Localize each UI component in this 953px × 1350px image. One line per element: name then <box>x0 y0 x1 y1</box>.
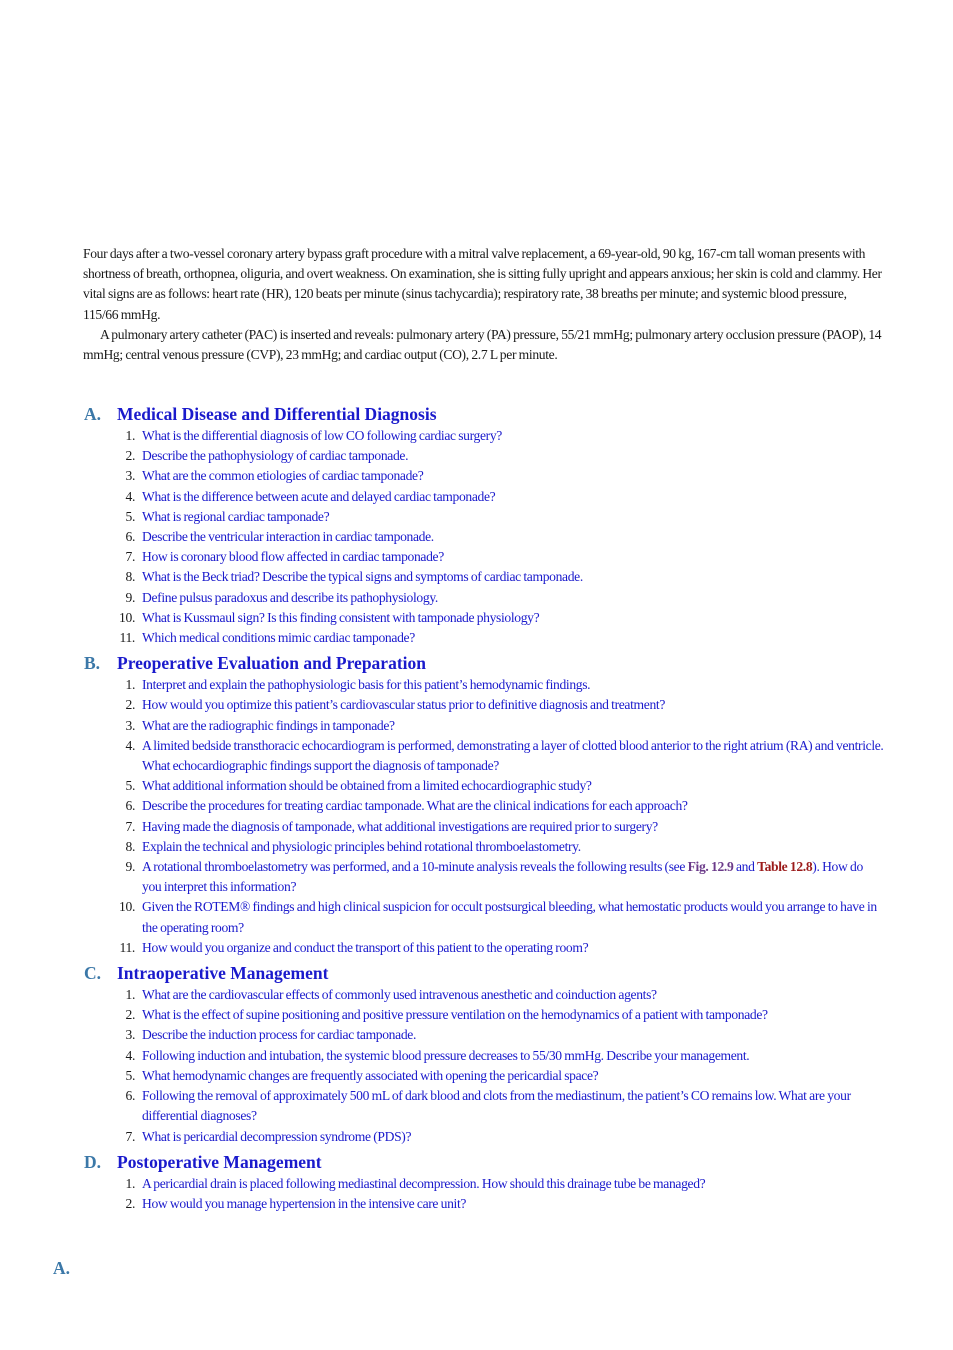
question-number: 6. <box>125 1088 135 1104</box>
question-number: 5. <box>125 1067 135 1083</box>
question-text: What are the cardiovascular effects of commonly used intravenous anesthetic and coinduction agents? <box>142 987 657 1003</box>
question-number: 9. <box>125 589 135 605</box>
question-text: Which medical conditions mimic cardiac tamponade? <box>142 630 415 646</box>
section-letter: D. <box>84 1151 102 1172</box>
question-text: What are the radiographic findings in tamponade? <box>142 717 395 733</box>
question-item[interactable] <box>84 1086 884 1126</box>
question-item[interactable] <box>84 1025 884 1045</box>
question-item[interactable] <box>84 675 884 695</box>
question-number: 2. <box>125 697 135 713</box>
question-item[interactable] <box>84 1174 884 1194</box>
question-text: How is coronary blood flow affected in cardiac tamponade? <box>142 549 444 565</box>
question-text: Following the removal of approximately 500 mL of dark blood and clots from the mediastinum, the patient’s CO remains low. What are your differential diagnoses? <box>142 1088 851 1124</box>
question-number: 11. <box>119 630 135 646</box>
question-number: 7. <box>125 1128 135 1144</box>
answers-section-letter: A. <box>53 1258 71 1278</box>
question-item[interactable] <box>84 1127 884 1147</box>
question-item[interactable] <box>84 736 884 776</box>
question-text: What is the effect of supine positioning and positive pressure ventilation on the hemodynamics of a patient with tamponade? <box>142 1007 768 1023</box>
case-description <box>83 244 883 365</box>
question-text: How would you manage hypertension in the intensive care unit? <box>142 1195 467 1211</box>
question-text: Describe the pathophysiology of cardiac tamponade. <box>142 448 409 464</box>
question-number: 1. <box>125 1175 135 1191</box>
section-letter: B. <box>84 653 101 674</box>
question-text: A pericardial drain is placed following mediastinal decompression. How should this drainage tube be managed? <box>142 1175 706 1191</box>
question-number: 1. <box>125 987 135 1003</box>
question-text: What is pericardial decompression syndrome (PDS)? <box>142 1128 412 1144</box>
question-number: 3. <box>125 468 135 484</box>
question-item[interactable] <box>84 567 884 587</box>
question-item[interactable] <box>84 1066 884 1086</box>
question-text: What is regional cardiac tamponade? <box>142 508 330 524</box>
question-text: What is the difference between acute and delayed cardiac tamponade? <box>142 488 496 504</box>
question-item[interactable] <box>84 466 884 486</box>
question-text-mid: and <box>733 859 758 875</box>
question-text: How would you optimize this patient’s cardiovascular status prior to definitive diagnosis and treatment? <box>142 697 666 713</box>
section-title: Postoperative Management <box>117 1151 322 1172</box>
question-number: 3. <box>125 717 135 733</box>
question-item[interactable] <box>84 716 884 736</box>
question-number: 6. <box>125 798 135 814</box>
question-list-c <box>84 985 884 1147</box>
question-number: 3. <box>125 1027 135 1043</box>
question-text: Following induction and intubation, the systemic blood pressure decreases to 55/30 mmHg. Describe your management. <box>142 1047 750 1063</box>
question-item[interactable] <box>84 1046 884 1066</box>
question-number: 2. <box>125 1007 135 1023</box>
question-item[interactable] <box>84 588 884 608</box>
question-number: 10. <box>119 609 135 625</box>
question-text: Describe the induction process for cardiac tamponade. <box>142 1027 416 1043</box>
question-item[interactable] <box>84 985 884 1005</box>
question-number: 7. <box>125 818 135 834</box>
section-letter: A. <box>84 404 102 424</box>
question-text: Define pulsus paradoxus and describe its pathophysiology. <box>142 589 438 605</box>
question-item[interactable] <box>84 837 884 857</box>
case-paragraph-1: Four days after a two-vessel coronary artery bypass graft procedure with a mitral valve replacement, a 69-year-old, 90 kg, 167-cm tall woman presents with shortness of breath, orthopnea, oliguria, and overt weakness. On examination, she is sitting fully upright and appears anxious; her skin is cold and clammy. Her vital signs are as follows: heart rate (HR), 120 beats per minute (sinus tachycardia); respiratory rate, 38 breaths per minute; and systemic blood pressure, 115/66 mmHg. <box>83 246 882 322</box>
question-number: 9. <box>125 859 135 875</box>
question-text: Having made the diagnosis of tamponade, what additional investigations are required prior to surgery? <box>142 818 658 834</box>
question-list-b <box>84 675 884 958</box>
question-text: What is the differential diagnosis of low CO following cardiac surgery? <box>142 428 502 443</box>
question-item[interactable] <box>84 796 884 816</box>
section-heading-d <box>84 1151 884 1174</box>
section-title: Preoperative Evaluation and Preparation <box>117 653 426 674</box>
question-item[interactable] <box>84 776 884 796</box>
section-letter: C. <box>84 963 102 984</box>
question-item[interactable] <box>84 1194 884 1214</box>
question-item[interactable] <box>84 527 884 547</box>
question-text: What is Kussmaul sign? Is this finding consistent with tamponade physiology? <box>142 609 540 625</box>
question-number: 4. <box>125 488 135 504</box>
question-number: 8. <box>125 569 135 585</box>
question-item[interactable] <box>84 857 884 897</box>
question-item[interactable] <box>84 608 884 628</box>
question-item[interactable] <box>84 817 884 837</box>
question-number: 10. <box>119 899 135 915</box>
section-heading-b <box>84 652 884 675</box>
question-number: 2. <box>125 448 135 464</box>
question-number: 7. <box>125 549 135 565</box>
section-title: Intraoperative Management <box>117 963 329 984</box>
question-number: 11. <box>119 939 135 955</box>
question-item[interactable] <box>84 547 884 567</box>
question-item[interactable] <box>84 1005 884 1025</box>
question-number: 2. <box>125 1195 135 1211</box>
question-text: What additional information should be obtained from a limited echocardiographic study? <box>142 778 592 794</box>
question-item[interactable] <box>84 695 884 715</box>
section-heading-a <box>84 403 884 426</box>
question-list-a <box>84 426 884 648</box>
section-heading-c <box>84 962 884 985</box>
question-item[interactable] <box>84 487 884 507</box>
section-title: Medical Disease and Differential Diagnosis <box>117 404 437 424</box>
question-text: How would you organize and conduct the transport of this patient to the operating room? <box>142 939 589 955</box>
question-text: Describe the procedures for treating cardiac tamponade. What are the clinical indications for each approach? <box>142 798 688 814</box>
question-text: Describe the ventricular interaction in cardiac tamponade. <box>142 529 434 545</box>
question-text: A limited bedside transthoracic echocardiogram is performed, demonstrating a layer of clotted blood anterior to the right atrium (RA) and ventricle. What echocardiographic findings support the diagnosis of tamponade? <box>142 737 884 774</box>
question-number: 6. <box>125 529 135 545</box>
question-item[interactable] <box>84 446 884 466</box>
question-item[interactable] <box>84 897 884 937</box>
question-text: What hemodynamic changes are frequently associated with opening the pericardial space? <box>142 1067 599 1083</box>
question-number: 4. <box>125 1047 135 1063</box>
question-text-before: A rotational thromboelastometry was performed, and a 10-minute analysis reveals the following results (see <box>142 859 688 875</box>
question-item[interactable] <box>84 628 884 648</box>
question-item[interactable] <box>84 426 884 446</box>
question-number: 4. <box>125 737 135 753</box>
question-number: 1. <box>125 677 135 693</box>
question-number: 5. <box>125 508 135 524</box>
case-paragraph-2: A pulmonary artery catheter (PAC) is inserted and reveals: pulmonary artery (PA) pressure, 55/21 mmHg; pulmonary artery occlusion pressure (PAOP), 14 mmHg; central venous pressure (CVP), 23 mmHg; and cardiac output (CO), 2.7 L per minute. <box>83 326 882 363</box>
question-number: 1. <box>125 428 135 443</box>
question-text: What are the common etiologies of cardiac tamponade? <box>142 468 424 484</box>
question-number: 8. <box>125 838 135 854</box>
question-text-after: ). How do you interpret this information? <box>142 859 863 895</box>
question-list-d <box>84 1174 884 1214</box>
question-number: 5. <box>125 778 135 794</box>
question-item[interactable] <box>84 938 884 958</box>
question-text: Explain the technical and physiologic principles behind rotational thromboelastometry. <box>142 838 581 854</box>
table-link[interactable]: Table 12.8 <box>757 859 813 875</box>
question-text: Given the ROTEM® findings and high clinical suspicion for occult postsurgical bleeding, what hemostatic products would you arrange to have in the operating room? <box>142 899 877 935</box>
question-item[interactable] <box>84 507 884 527</box>
question-text: Interpret and explain the pathophysiologic basis for this patient’s hemodynamic findings. <box>142 677 591 693</box>
question-text: What is the Beck triad? Describe the typical signs and symptoms of cardiac tamponade. <box>142 569 583 585</box>
question-outline <box>84 403 884 1218</box>
figure-link[interactable]: Fig. 12.9 <box>687 859 734 875</box>
